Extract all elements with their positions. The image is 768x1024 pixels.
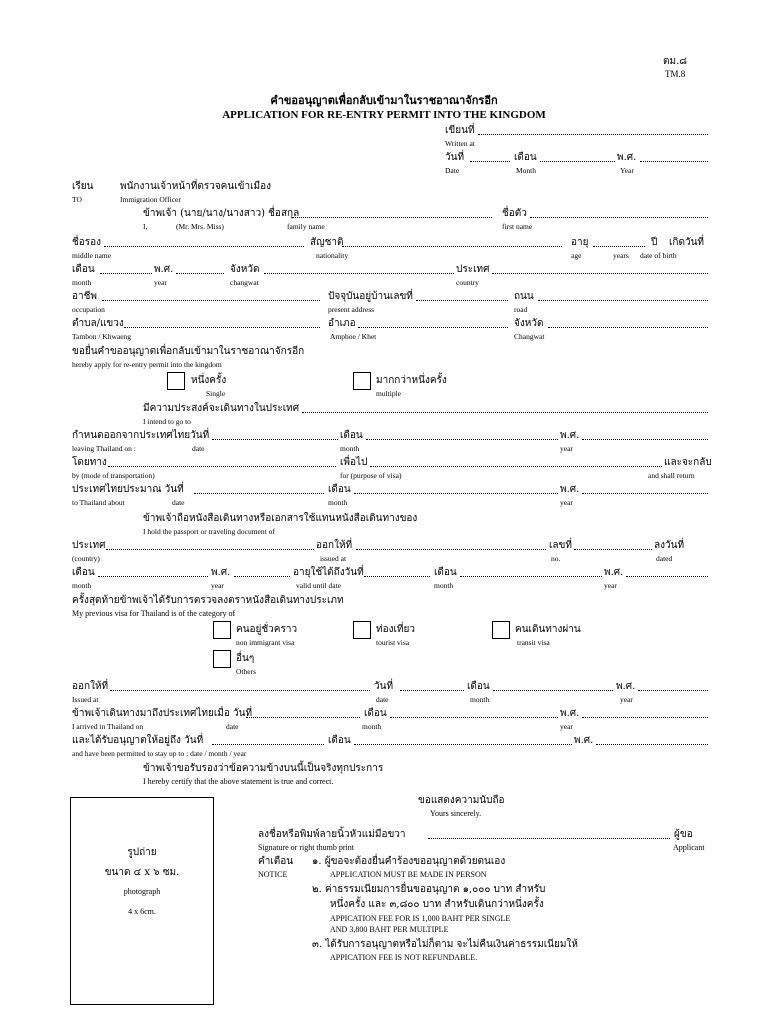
nonimmigrant-checkbox[interactable] — [213, 621, 231, 639]
i-en: I, — [143, 222, 148, 231]
dob-label-thai: เกิดวันที่ — [669, 237, 705, 248]
leaving-month-field[interactable] — [366, 439, 558, 440]
changwat-label-thai: จังหวัด — [514, 318, 544, 329]
transport-field[interactable] — [108, 466, 336, 467]
return-year-en: year — [560, 498, 573, 507]
leaving-date-field[interactable] — [212, 439, 338, 440]
first-name-en: first name — [502, 222, 533, 231]
date-day-label: วันที่ — [445, 152, 465, 163]
by-label-en: by (mode of transportation) — [72, 471, 155, 480]
passport-year-label-thai: พ.ศ. — [211, 567, 231, 578]
leaving-year-en: year — [560, 444, 573, 453]
visa-issued-label-thai: ออกให้ที่ — [72, 681, 109, 692]
passport-year-en: year — [211, 581, 224, 590]
tambon-en: Tambon / Khwaeng — [72, 332, 132, 341]
single-label-thai: หนึ่งครั้ง — [191, 375, 227, 386]
arrived-date-en: date — [226, 722, 239, 731]
tourist-label-en: tourist visa — [376, 638, 410, 647]
visa-year-field[interactable] — [638, 690, 708, 691]
notice-2-thai: ๒. ค่าธรรมเนียมการยื่นขออนุญาต ๑,๐๐๐ บาท สำหรับ — [312, 884, 546, 895]
notice-2-en: APPICATION FEE FOR IS 1,000 BAHT PER SINGLE — [330, 914, 511, 923]
form-code-thai: ตม.๘ — [663, 56, 687, 67]
birth-year-field[interactable] — [176, 273, 224, 274]
passport-dated-label-thai: ลงวันที่ — [654, 540, 685, 551]
address-en: present address — [328, 305, 375, 314]
passport-hold-thai: ข้าพเจ้าถือหนังสือเดินทางหรือเอกสารใช้แทนหนังสือเดินทางของ — [143, 513, 418, 524]
to-value-en: Immigration Officer — [120, 195, 181, 204]
birth-changwat-label-thai: จังหวัด — [230, 264, 260, 275]
apply-thai: ขอยื่นคำขออนุญาตเพื่อกลับเข้ามาในราชอาณาจักรอีก — [72, 346, 305, 357]
passport-year-field[interactable] — [234, 576, 290, 577]
visa-issued-field[interactable] — [110, 690, 370, 691]
arrived-month-label-thai: เดือน — [364, 708, 387, 719]
date-month-label: เดือน — [514, 152, 537, 163]
leaving-year-field[interactable] — [582, 439, 708, 440]
years-label-thai: ปี — [651, 237, 658, 248]
notice-1-en: APPLICATION MUST BE MADE IN PERSON — [330, 870, 487, 879]
passport-country-label-thai: ประเทศ — [72, 540, 106, 551]
titles-en: (Mr. Mrs. Miss) — [176, 222, 224, 231]
amphoe-en: Amphoe / Khet — [330, 332, 377, 341]
birth-month-label-thai: เดือน — [72, 264, 95, 275]
passport-no-label-thai: เลขที่ — [549, 540, 572, 551]
date-year-field[interactable] — [640, 161, 708, 162]
passport-month-label-thai: เดือน — [72, 567, 95, 578]
date-year-label: พ.ศ. — [617, 152, 637, 163]
closing-en: Yours sincerely. — [430, 809, 482, 818]
leaving-label-en: leaving Thailand on : — [72, 444, 136, 453]
apply-en: hereby apply for re-entry permit into the kingdom — [72, 360, 222, 369]
applicant-label-en: Applicant — [673, 843, 705, 852]
birth-changwat-en: changwat — [230, 278, 259, 287]
previous-visa-en: My previous visa for Thailand is of the category of — [72, 609, 236, 618]
amphoe-label-thai: อำเภอ — [328, 318, 356, 329]
passport-valid-year-field[interactable] — [626, 576, 708, 577]
tambon-label-thai: ตำบล/แขวง — [72, 318, 124, 329]
written-at-field[interactable] — [478, 134, 708, 135]
notice-2-en-b: AND 3,800 BAHT PER MULTIPLE — [330, 925, 449, 934]
written-at-label-en: Written at — [445, 139, 475, 148]
stay-year-label-thai: พ.ศ. — [574, 735, 594, 746]
date-month-en: Month — [516, 166, 537, 175]
passport-no-field[interactable] — [574, 549, 652, 550]
first-name-field[interactable] — [530, 217, 708, 218]
signature-field[interactable] — [428, 838, 670, 839]
others-label-en: Others — [236, 667, 256, 676]
stay-label-en: and have been permitted to stay up to : date / month / year — [72, 749, 247, 758]
single-label-en: Single — [206, 389, 226, 398]
family-name-field[interactable] — [292, 217, 492, 218]
about-label-en: to Thailand about — [72, 498, 125, 507]
birth-country-field[interactable] — [492, 273, 708, 274]
arrived-month-en: month — [362, 722, 382, 731]
passport-valid-en: valid until date — [296, 581, 341, 590]
stay-label-thai: และได้รับอนุญาตให้อยู่ถึง วันที่ — [72, 735, 204, 746]
passport-country-field[interactable] — [106, 549, 314, 550]
form-code-english: TM.8 — [665, 69, 686, 79]
arrived-month-field[interactable] — [390, 717, 558, 718]
age-en: age — [571, 251, 582, 260]
passport-valid-year-label-thai: พ.ศ. — [604, 567, 624, 578]
visa-year-label-thai: พ.ศ. — [616, 681, 636, 692]
stay-month-label-thai: เดือน — [328, 735, 351, 746]
photo-box[interactable] — [70, 797, 214, 1005]
visa-month-en: month — [470, 695, 490, 704]
age-label-thai: อายุ — [571, 237, 589, 248]
visa-date-field[interactable] — [400, 690, 464, 691]
middle-name-label-thai: ชื่อรอง — [72, 237, 102, 248]
photo-label-en: photograph — [123, 887, 161, 896]
stay-month-field[interactable] — [354, 744, 572, 745]
date-month-field[interactable] — [540, 161, 615, 162]
date-day-field[interactable] — [470, 161, 510, 162]
nonimmigrant-label-en: non immigrant visa — [236, 638, 295, 647]
passport-valid-year-en: year — [604, 581, 617, 590]
transit-checkbox[interactable] — [492, 621, 510, 639]
others-checkbox[interactable] — [213, 650, 231, 668]
birth-month-field[interactable] — [100, 273, 152, 274]
by-label-thai: โดยทาง — [72, 457, 107, 468]
birth-year-label-thai: พ.ศ. — [154, 264, 174, 275]
return-year-field[interactable] — [582, 493, 708, 494]
passport-hold-en: I hold the passport or traveling document of — [143, 527, 275, 536]
leaving-date-en: date — [192, 444, 205, 453]
intend-label-en: I intend to go to — [143, 417, 191, 426]
date-year-en: Year — [620, 166, 634, 175]
occupation-label-thai: อาชีพ — [72, 291, 97, 302]
return-label-en: and shall return — [648, 471, 695, 480]
passport-month-field[interactable] — [98, 576, 208, 577]
visa-month-field[interactable] — [493, 690, 613, 691]
to-label-en: TO — [72, 195, 82, 204]
birth-changwat-field[interactable] — [264, 273, 454, 274]
years-en: years — [613, 251, 629, 260]
purpose-label-thai: เพื่อไป — [340, 457, 368, 468]
passport-no-en: no. — [551, 554, 561, 563]
date-day-en: Date — [445, 166, 460, 175]
about-date-en: date — [172, 498, 185, 507]
arrived-label-thai: ข้าพเจ้าเดินทางมาถึงประเทศไทยเมื่อ วันที่ — [72, 708, 253, 719]
return-year-label-thai: พ.ศ. — [560, 484, 580, 495]
notice-label-en: NOTICE — [258, 870, 288, 879]
changwat-en: Changwat — [514, 332, 545, 341]
tambon-field[interactable] — [124, 327, 320, 328]
passport-valid-label-thai: อายุใช้ได้ถึงวันที่ — [293, 567, 364, 578]
stay-year-field[interactable] — [596, 744, 708, 745]
single-checkbox[interactable] — [167, 372, 185, 390]
visa-date-label-thai: วันที่ — [374, 681, 394, 692]
photo-label-thai: รูปถ่าย — [127, 847, 157, 858]
address-field[interactable] — [416, 300, 508, 301]
passport-valid-month-en: month — [434, 581, 454, 590]
birth-month-en: month — [72, 278, 92, 287]
purpose-label-en: for (purpose of visa) — [340, 471, 402, 480]
purpose-field[interactable] — [370, 466, 662, 467]
to-label-thai: เรียน — [72, 181, 94, 192]
return-date-field[interactable] — [194, 493, 324, 494]
passport-dated-en: dated — [656, 554, 673, 563]
passport-valid-month-label-thai: เดือน — [434, 567, 457, 578]
passport-issued-en: issued at — [320, 554, 347, 563]
middle-name-field[interactable] — [104, 246, 304, 247]
visa-date-en: date — [376, 695, 389, 704]
to-value-thai: พนักงานเจ้าหน้าที่ตรวจคนเข้าเมือง — [120, 181, 271, 192]
family-name-en: family name — [287, 222, 325, 231]
transit-label-en: transit visa — [517, 638, 550, 647]
occupation-en: occupation — [72, 305, 105, 314]
applicant-label-thai: ผู้ขอ — [674, 829, 693, 840]
certify-en: I hereby certify that the above statement is true and correct. — [143, 777, 334, 786]
arrived-label-en: I arrived in Thailand on — [72, 722, 144, 731]
destination-field[interactable] — [302, 412, 708, 413]
arrived-year-label-thai: พ.ศ. — [560, 708, 580, 719]
visa-year-en: year — [620, 695, 633, 704]
previous-visa-thai: ครั้งสุดท้ายข้าพเจ้าได้รับการตรวจลงตราหนังสือเดินทางประเภท — [72, 595, 344, 606]
dob-en: date of birth — [640, 251, 677, 260]
leaving-month-label-thai: เดือน — [340, 430, 363, 441]
photo-size-thai: ขนาด ๔ x ๖ ซม. — [104, 867, 180, 878]
passport-valid-month-field[interactable] — [460, 576, 602, 577]
passport-country-en: (country) — [72, 554, 100, 563]
nationality-label-thai: สัญชาติ — [310, 237, 344, 248]
road-field[interactable] — [538, 300, 708, 301]
notice-label-thai: คำเตือน — [258, 856, 294, 867]
changwat-field[interactable] — [548, 327, 708, 328]
title-thai: คำขออนุญาตเพื่อกลับเข้ามาในราชอาณาจักรอีก — [270, 94, 498, 107]
arrived-date-field[interactable] — [246, 717, 360, 718]
return-month-field[interactable] — [354, 493, 558, 494]
road-label-thai: ถนน — [514, 291, 534, 302]
nonimmigrant-label-thai: คนอยู่ชั่วคราว — [236, 624, 298, 635]
address-label-thai: ปัจจุบันอยู่บ้านเลขที่ — [328, 291, 413, 302]
passport-valid-field[interactable] — [364, 576, 430, 577]
stay-date-field[interactable] — [212, 744, 324, 745]
signature-label-en: Signature or right thumb print — [258, 843, 354, 852]
notice-3-thai: ๓. ได้รับการอนุญาตหรือไม่ก็ตาม จะไม่คืนเงินค่าธรรมเนียมให้ — [312, 939, 578, 950]
title-english: APPLICATION FOR RE-ENTRY PERMIT INTO THE KINGDOM — [222, 109, 546, 121]
birth-year-en: year — [154, 278, 167, 287]
nationality-en: nationality — [316, 251, 349, 260]
passport-issued-field[interactable] — [356, 549, 546, 550]
leaving-year-label-thai: พ.ศ. — [560, 430, 580, 441]
multiple-checkbox[interactable] — [353, 372, 371, 390]
multiple-label-thai: มากกว่าหนึ่งครั้ง — [376, 375, 447, 386]
visa-month-label-thai: เดือน — [467, 681, 490, 692]
notice-1-thai: ๑. ผู้ขอจะต้องยื่นคำร้องขออนุญาตด้วยตนเอง — [312, 856, 506, 867]
birth-country-label-thai: ประเทศ — [456, 264, 490, 275]
certify-thai: ข้าพเจ้าขอรับรองว่าข้อความข้างบนนี้เป็นจริงทุกประการ — [143, 763, 384, 774]
road-en: road — [514, 305, 528, 314]
intend-label-thai: มีความประสงค์จะเดินทางในประเทศ — [143, 403, 300, 414]
signature-label-thai: ลงชื่อหรือพิมพ์ลายนิ้วหัวแม่มือขวา — [258, 829, 406, 840]
transit-label-thai: คนเดินทางผ่าน — [515, 624, 581, 635]
return-month-label-thai: เดือน — [328, 484, 351, 495]
passport-month-en: month — [72, 581, 92, 590]
birth-country-en: country — [456, 278, 479, 287]
others-label-thai: อื่นๆ — [236, 653, 255, 664]
tourist-checkbox[interactable] — [353, 621, 371, 639]
notice-2-thai-b: หนึ่งครั้ง และ ๓,๘๐๐ บาท สำหรับเดินกว่าหนึ่งครั้ง — [330, 899, 544, 910]
age-field[interactable] — [593, 246, 645, 247]
amphoe-field[interactable] — [358, 327, 508, 328]
written-at-label-thai: เขียนที่ — [445, 125, 475, 136]
occupation-field[interactable] — [102, 300, 320, 301]
multiple-label-en: multiple — [376, 389, 401, 398]
arrived-year-field[interactable] — [582, 717, 708, 718]
nationality-field[interactable] — [342, 246, 562, 247]
first-name-label-thai: ชื่อตัว — [502, 208, 527, 219]
return-month-en: month — [328, 498, 348, 507]
about-label-thai: ประเทศไทยประมาณ วันที่ — [72, 484, 184, 495]
applicant-name-label-thai: ข้าพเจ้า (นาย/นาง/นางสาว) ชื่อสกุล — [143, 208, 300, 219]
return-label-thai: และจะกลับ — [664, 457, 712, 468]
passport-issued-label-thai: ออกให้ที่ — [316, 540, 353, 551]
tourist-label-thai: ท่องเที่ยว — [376, 624, 415, 635]
notice-3-en: APPICATION FEE IS NOT REFUNDABLE. — [330, 953, 478, 962]
leaving-month-en: month — [340, 444, 360, 453]
middle-name-en: middle name — [72, 251, 111, 260]
photo-size-en: 4 x 6cm. — [128, 907, 156, 916]
arrived-year-en: year — [560, 722, 573, 731]
closing-thai: ขอแสดงความนับถือ — [418, 795, 505, 806]
leaving-label-thai: กำหนดออกจากประเทศไทยวันที่ — [72, 430, 210, 441]
visa-issued-en: Issued at — [72, 695, 99, 704]
